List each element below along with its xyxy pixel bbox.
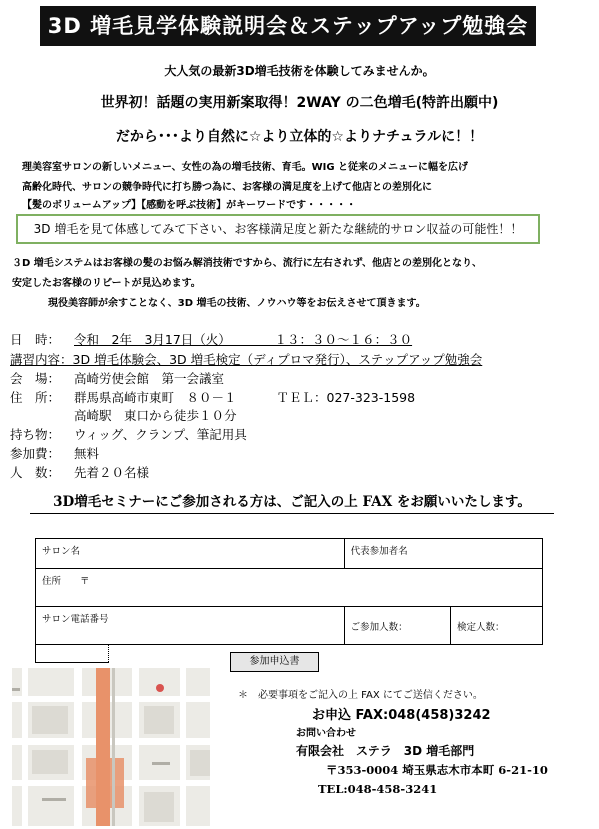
- fax-send-note: ＊ 必要事項をご記入の上 FAX にてご送信ください。: [238, 690, 483, 701]
- fee-value: 無料: [74, 446, 100, 461]
- date-value: 令和 2年 3月17日（火） １３：３０～１６：３０: [74, 332, 413, 347]
- address-field[interactable]: [36, 569, 543, 607]
- highlight-box: 3D 増毛を見て体感してみて下さい、お客様満足度と新たな継続的サロン収益の可能性！！: [16, 214, 540, 244]
- participants-label: ご参加人数：: [350, 621, 408, 633]
- intro-paragraph-1: 理美容室サロンの新しいメニュー、女性の為の増毛技術、育毛。WIG と従来のメニューに幅を広げ: [22, 162, 469, 173]
- course-value: 3D 増毛体験会、3D 増毛検定（ディプロマ発行）、ステップアップ勉強会: [72, 352, 483, 367]
- intro-line-1: 大人気の最新3D増毛技術を体験してみませんか。: [164, 64, 435, 78]
- phone-field[interactable]: [36, 607, 345, 645]
- venue-tel: ＴＥＬ：027-323-1598: [276, 390, 416, 405]
- capacity-value: 先着２０名様: [74, 465, 150, 480]
- detail-fee: [10, 444, 99, 462]
- detail-items: [10, 425, 247, 443]
- intro-paragraph-2: 高齢化時代、サロンの競争時代に打ち勝つ為に、お客様の満足度を上げて他店との差別化に: [22, 182, 432, 193]
- fee-label: 参加費：: [10, 446, 61, 461]
- body-line-1: ３D 増毛システムはお客様の髪のお悩み解消技術ですから、流行に左右されず、他店との差別化となり、: [12, 258, 482, 269]
- blank-cell: [109, 645, 543, 663]
- blank-cell: [36, 645, 109, 663]
- participants-field[interactable]: [344, 607, 450, 645]
- apply-fax: お申込 FAX:048(458)3242: [312, 708, 491, 723]
- date-label: 日 時：: [10, 332, 61, 347]
- address-value: 群馬県高崎市東町 ８０－１: [74, 390, 237, 405]
- intro-line-3: だから･･･より自然に☆より立体的☆よりナチュラルに！！: [115, 129, 484, 145]
- map-graphic: [12, 668, 210, 826]
- venue-value: 高崎労使会館 第一会議室: [74, 371, 225, 386]
- representative-label: 代表参加者名: [350, 546, 408, 557]
- detail-address: [10, 388, 415, 406]
- detail-course: [10, 350, 482, 368]
- map-marker-icon: [156, 684, 164, 692]
- company-address: 〒353-0004 埼玉県志木市本町 6-21-10: [326, 763, 548, 777]
- body-line-2: 安定したお客様のリピートが見込めます。: [12, 278, 201, 289]
- items-value: ウィッグ、クランプ、筆記用具: [74, 427, 247, 442]
- items-label: 持ち物：: [10, 427, 61, 442]
- course-label: 講習内容：: [10, 352, 73, 367]
- submit-application-button[interactable]: 参加申込書: [230, 652, 319, 672]
- company-tel: TEL:048-458-3241: [318, 782, 438, 796]
- application-form: [35, 538, 543, 663]
- detail-venue: [10, 369, 224, 387]
- body-line-3: 現役美容師が余すことなく、3D 増毛の技術、ノウハウ等をお伝えさせて頂きます。: [48, 298, 426, 309]
- phone-label: サロン電話番号: [42, 614, 109, 625]
- venue-label: 会 場：: [10, 371, 61, 386]
- salon-name-label: サロン名: [42, 546, 81, 557]
- address-label: 住 所：: [10, 390, 61, 405]
- page-title: 3D 増毛見学体験説明会＆ステップアップ勉強会: [40, 6, 536, 46]
- intro-line-2: 世界初！話題の実用新案取得！2WAY の二色増毛(特許出願中): [100, 95, 499, 111]
- contact-label: お問い合わせ: [296, 728, 356, 739]
- detail-access: 高崎駅 東口から徒歩１０分: [74, 408, 237, 423]
- company-name: 有限会社 ステラ 3D 増毛部門: [296, 744, 475, 758]
- location-map[interactable]: [12, 668, 210, 826]
- representative-field[interactable]: [344, 539, 542, 569]
- fax-instruction: 3D増毛セミナーにご参加される方は、ご記入の上 FAX をお願いいたします。: [30, 490, 554, 514]
- exam-field[interactable]: [451, 607, 543, 645]
- capacity-label: 人 数：: [10, 465, 61, 480]
- detail-date: [10, 330, 412, 348]
- detail-capacity: [10, 463, 149, 481]
- intro-paragraph-3: 【髪のボリュームアップ】【感動を呼ぶ技術】がキーワードです・・・・・: [22, 200, 357, 211]
- salon-name-field[interactable]: [36, 539, 345, 569]
- exam-label: 検定人数：: [457, 621, 505, 633]
- address-label-form: 住所 〒: [42, 576, 90, 587]
